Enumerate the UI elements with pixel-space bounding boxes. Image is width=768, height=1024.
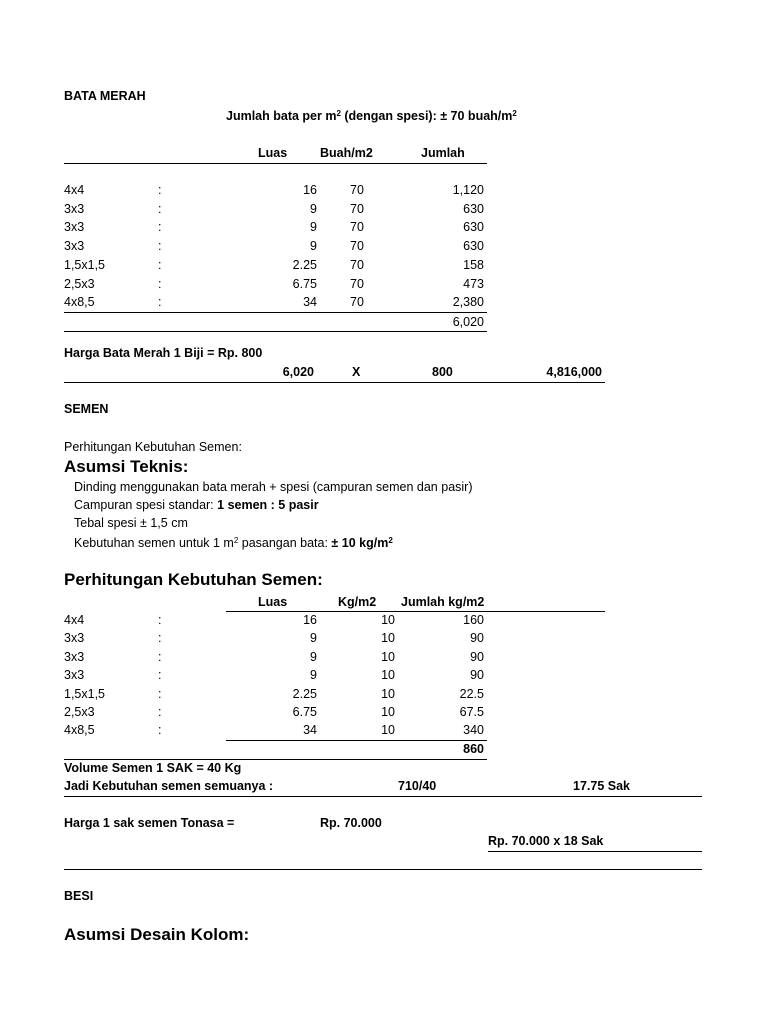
semen-row-room: 1,5x1,5 (64, 686, 106, 701)
semen-harga-label: Harga 1 sak semen Tonasa = (64, 816, 235, 830)
semen-header-kg: Kg/m2 (338, 595, 377, 609)
section-title-besi: BESI (64, 889, 94, 903)
bata-row-jumlah: 2,380 (452, 295, 484, 310)
semen-row-separator: : (158, 668, 162, 683)
semen-jadi-rule (64, 796, 702, 797)
bata-row-jumlah: 473 (463, 276, 484, 291)
semen-asumsi-line-4: Kebutuhan semen untuk 1 $m^2$ pasangan bata: ± 10 $kg/m^2$ (74, 536, 393, 550)
bata-row-room: 3x3 (64, 220, 85, 235)
bata-harga-label: Harga Bata Merah 1 Biji = Rp. 800 (64, 346, 263, 360)
bata-row-room: 1,5x1,5 (64, 257, 106, 272)
bata-row-buah: 70 (350, 239, 364, 254)
semen-row-room: 3x3 (64, 649, 85, 664)
semen-row-luas: 2.25 (292, 686, 317, 701)
semen-asumsi-line-1: Dinding menggunakan bata merah + spesi (campuran semen dan pasir) (74, 480, 473, 494)
bata-total-rule-top (64, 312, 487, 313)
bata-row-separator: : (158, 220, 162, 235)
semen-row-room: 2,5x3 (64, 705, 95, 719)
semen-jadi-calc: 710/40 (398, 779, 437, 793)
bata-row-luas: 16 (303, 183, 317, 197)
bata-header-jumlah: Jumlah (421, 146, 465, 160)
bata-subtitle: Jumlah bata per $m^2$ (dengan spesi): ± 70 buah/$m^2$ (226, 109, 517, 123)
bata-row-jumlah: 630 (463, 239, 484, 254)
besi-asumsi-title: Asumsi Desain Kolom: (64, 925, 250, 944)
bata-row-luas: 34 (303, 295, 317, 310)
bata-row-jumlah: 158 (463, 257, 484, 272)
semen-row-room: 3x3 (64, 668, 85, 683)
bata-calc-x: X (352, 365, 361, 379)
bata-calc-price: 800 (432, 365, 453, 379)
section-title-bata-merah: BATA MERAH (64, 89, 146, 103)
semen-total-rule-bottom (64, 759, 487, 760)
semen-row-separator: : (158, 613, 162, 627)
semen-row-separator: : (158, 705, 162, 719)
semen-row-luas: 16 (303, 613, 317, 627)
semen-row-luas: 9 (310, 649, 317, 664)
semen-row-luas: 9 (310, 668, 317, 683)
semen-row-room: 3x3 (64, 631, 85, 646)
bata-row-separator: : (158, 239, 162, 254)
semen-row-kg: 10 (381, 631, 395, 646)
semen-row-kg: 10 (381, 686, 395, 701)
semen-row-room: 4x4 (64, 613, 85, 627)
bata-header-luas: Luas (258, 146, 288, 160)
semen-row-jumlah: 22.5 (459, 686, 484, 701)
semen-asumsi-line-3: Tebal spesi ± 1,5 cm (74, 516, 188, 530)
semen-row-separator: : (158, 631, 162, 646)
bata-row-jumlah: 630 (463, 220, 484, 235)
semen-row-room: 4x8,5 (64, 723, 95, 738)
bata-row-separator: : (158, 295, 162, 310)
semen-total-rule-top (226, 740, 487, 741)
bata-row-luas: 2.25 (292, 257, 317, 272)
bata-row-room: 3x3 (64, 201, 85, 216)
semen-row-jumlah: 90 (470, 668, 484, 683)
semen-row-kg: 10 (381, 613, 395, 627)
bata-calc-result: 4,816,000 (546, 365, 602, 379)
bata-row-buah: 70 (350, 295, 364, 310)
semen-row-jumlah: 160 (463, 613, 484, 627)
bata-row-separator: : (158, 257, 162, 272)
semen-asumsi-title: Asumsi Teknis: (64, 457, 189, 476)
bata-row-luas: 9 (310, 201, 317, 216)
bata-row-buah: 70 (350, 276, 364, 291)
bata-row-buah: 70 (350, 183, 364, 197)
semen-row-kg: 10 (381, 705, 395, 719)
bata-row-jumlah: 630 (463, 201, 484, 216)
semen-jadi-result: 17.75 Sak (573, 779, 630, 793)
semen-harga-rule-2 (64, 869, 702, 870)
bata-header-buah: Buah/m2 (320, 146, 373, 160)
semen-jadi-label: Jadi Kebutuhan semen semuanya : (64, 779, 274, 793)
semen-header-jumlah: Jumlah kg/m2 (401, 595, 485, 609)
semen-volume-label: Volume Semen 1 SAK = 40 Kg (64, 761, 242, 775)
bata-row-luas: 9 (310, 220, 317, 235)
semen-row-kg: 10 (381, 668, 395, 683)
bata-row-buah: 70 (350, 220, 364, 235)
semen-row-kg: 10 (381, 649, 395, 664)
semen-row-separator: : (158, 723, 162, 738)
bata-row-luas: 6.75 (292, 276, 317, 291)
semen-intro: Perhitungan Kebutuhan Semen: (64, 440, 242, 454)
bata-row-room: 2,5x3 (64, 276, 95, 291)
semen-header-rule (226, 611, 605, 612)
semen-harga-value: Rp. 70.000 (320, 816, 382, 830)
bata-row-buah: 70 (350, 201, 364, 216)
bata-calc-qty: 6,020 (282, 365, 314, 379)
semen-row-jumlah: 90 (470, 649, 484, 664)
semen-total: 860 (463, 742, 484, 756)
bata-row-separator: : (158, 201, 162, 216)
bata-total-rule-bottom (64, 331, 487, 332)
semen-row-jumlah: 340 (463, 723, 484, 738)
bata-row-separator: : (158, 183, 162, 197)
bata-row-luas: 9 (310, 239, 317, 254)
semen-asumsi-line-2: Campuran spesi standar: 1 semen : 5 pasir (74, 498, 319, 512)
section-title-semen: SEMEN (64, 402, 109, 416)
bata-row-room: 3x3 (64, 239, 85, 254)
bata-total: 6,020 (452, 315, 484, 329)
semen-row-jumlah: 90 (470, 631, 484, 646)
semen-row-luas: 6.75 (292, 705, 317, 719)
semen-row-separator: : (158, 649, 162, 664)
semen-row-separator: : (158, 686, 162, 701)
semen-row-kg: 10 (381, 723, 395, 738)
bata-row-separator: : (158, 276, 162, 291)
semen-calc-title: Perhitungan Kebutuhan Semen: (64, 570, 323, 589)
bata-row-buah: 70 (350, 257, 364, 272)
bata-header-rule (64, 163, 487, 164)
bata-calc-rule (64, 382, 605, 383)
semen-header-luas: Luas (258, 595, 288, 609)
semen-row-luas: 9 (310, 631, 317, 646)
bata-row-jumlah: 1,120 (452, 183, 484, 197)
semen-row-luas: 34 (303, 723, 317, 738)
bata-row-room: 4x4 (64, 183, 85, 197)
bata-row-room: 4x8,5 (64, 295, 95, 310)
semen-harga-calc: Rp. 70.000 x 18 Sak (488, 834, 604, 848)
semen-harga-rule-1 (488, 851, 702, 852)
semen-row-jumlah: 67.5 (459, 705, 484, 719)
